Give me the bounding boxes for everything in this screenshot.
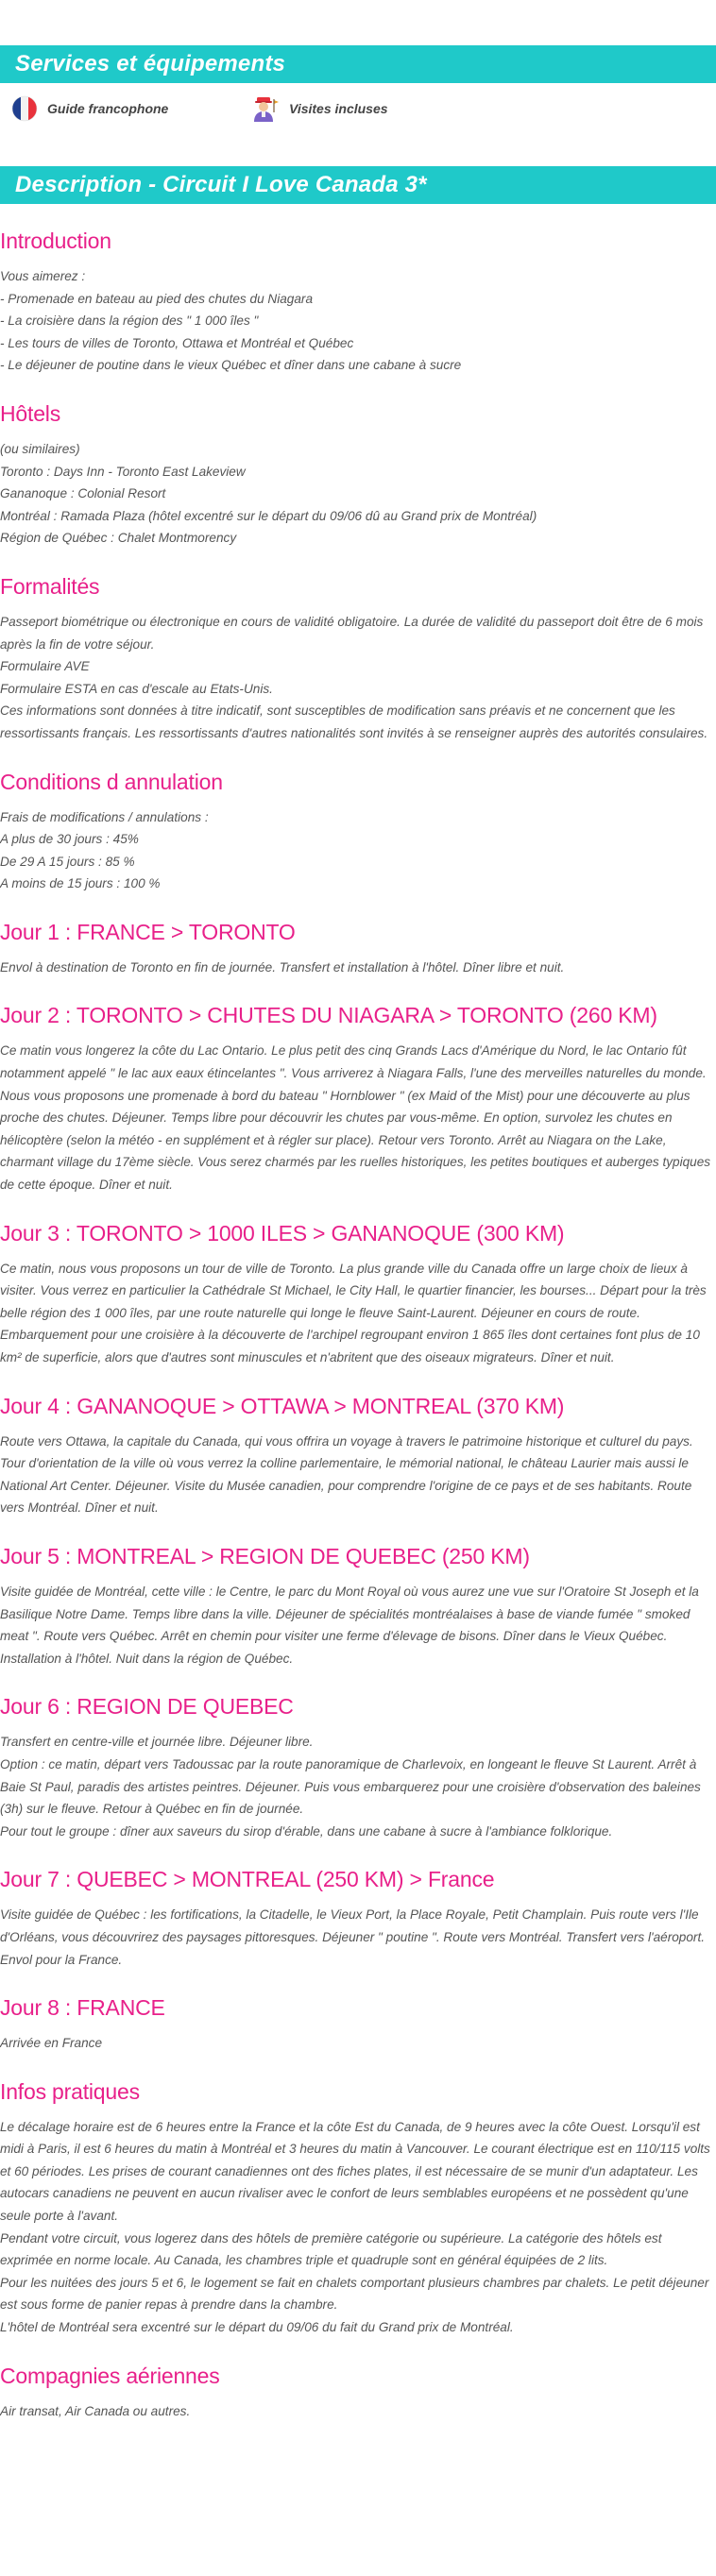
- text-line: Région de Québec : Chalet Montmorency: [0, 531, 237, 546]
- text-line: Ce matin, nous vous proposons un tour de ville de Toronto. La plus grande ville du Canada offre un large choix de lieux à visiter. Vous verrez en particulier la Cathédrale St Michael, le City Hall, le quartier financier, les bourses... Départ pour la très belle région des 1 000 îles, par une route naturelle qui longe le fleuve Saint-Laurent. Déjeuner en cours de route. Embarquement pour une croisière à la découverte de l'archipel regroupant environ 1 865 îles dont certaines font plus de 10 km² de superficie, alors que d'autres sont minuscules et n'abritent que des oiseaux migrateurs. Dîner et nuit.: [0, 1261, 707, 1364]
- section-body: [0, 806, 716, 895]
- text-line: - Le déjeuner de poutine dans le vieux Québec et dîner dans une cabane à sucre: [0, 358, 462, 373]
- text-line: Montréal : Ramada Plaza (hôtel excentré sur le départ du 09/06 dû au Grand prix de Montréal): [0, 508, 537, 523]
- text-line: A plus de 30 jours : 45%: [0, 832, 139, 847]
- text-line: Formulaire ESTA en cas d'escale au Etats-Unis.: [0, 681, 273, 696]
- tour-guide-icon: [251, 94, 280, 123]
- section-infos: [0, 2079, 716, 2339]
- text-line: Le décalage horaire est de 6 heures entre la France et la côte Est du Canada, de 9 heures avec la côte Ouest. Lorsqu'il est midi à Paris, il est 6 heures du matin à Montréal et 3 heures du matin à Vancouver. Le courant électrique est en 110/115 volts et 60 périodes. Les prises de courant canadiennes ont des fiches plates, il est nécessaire de se munir d'un adaptateur. Les autocars canadiens ne peuvent en aucun rivaliser avec le confort de leurs semblables européens et ne possèdent qu'une seule porte à l'avant.: [0, 2119, 710, 2224]
- text-line: Visite guidée de Montréal, cette ville : le Centre, le parc du Mont Royal où vous aurez une vue sur l'Oratoire St Joseph et la Basilique Notre Dame. Temps libre dans la ville. Déjeuner de spécialités montréalaises à base de viande fumée " smoked meat ". Route vers Québec. Arrêt en chemin pour visiter une ferme d'élevage de bisons. Dîner dans le Vieux Québec. Installation à l'hôtel. Nuit dans la région de Québec.: [0, 1584, 699, 1666]
- text-line: Gananoque : Colonial Resort: [0, 486, 166, 501]
- section-jour2: [0, 1003, 716, 1195]
- section-title: Infos pratiques: [0, 2078, 140, 2104]
- section-jour1: [0, 920, 716, 979]
- section-body: [0, 957, 716, 979]
- text-line: A moins de 15 jours : 100 %: [0, 876, 161, 891]
- section-body: [0, 2116, 716, 2339]
- text-line: Toronto : Days Inn - Toronto East Lakeview: [0, 464, 246, 479]
- section-title: Jour 2 : TORONTO > CHUTES DU NIAGARA > TORONTO (260 KM): [0, 1003, 657, 1028]
- section-title: Jour 7 : QUEBEC > MONTREAL (250 KM) > France: [0, 1867, 495, 1892]
- section-jour5: [0, 1544, 716, 1669]
- section-jour8: [0, 1995, 716, 2055]
- section-body: [0, 1040, 716, 1195]
- section-title: Jour 1 : FRANCE > TORONTO: [0, 919, 296, 944]
- section-title: Conditions d annulation: [0, 769, 223, 794]
- section-body: [0, 1581, 716, 1669]
- text-line: Ces informations sont données à titre indicatif, sont susceptibles de modification sans préavis et ne concernent que les ressortissants français. Les ressortissants d'autres nationalités sont invités à se renseigner auprès des autorités consulaires.: [0, 703, 708, 740]
- text-line: - La croisière dans la région des " 1 000 îles ": [0, 314, 259, 329]
- text-line: Pour tout le groupe : dîner aux saveurs du sirop d'érable, dans une cabane à sucre à l'ambiance folklorique.: [0, 1823, 613, 1839]
- text-line: Envol à destination de Toronto en fin de journée. Transfert et installation à l'hôtel. Dîner libre et nuit.: [0, 959, 565, 974]
- section-hotels: [0, 401, 716, 550]
- section-title: Compagnies aériennes: [0, 2363, 220, 2388]
- text-line: De 29 A 15 jours : 85 %: [0, 854, 135, 869]
- section-title: Jour 3 : TORONTO > 1000 ILES > GANANOQUE (300 KM): [0, 1220, 565, 1246]
- section-body: [0, 2032, 716, 2055]
- section-annulation: [0, 770, 716, 895]
- french-flag-icon: [11, 95, 38, 122]
- text-line: Formulaire AVE: [0, 659, 90, 674]
- text-line: - Les tours de villes de Toronto, Ottawa et Montréal et Québec: [0, 335, 354, 350]
- section-body: [0, 438, 716, 550]
- section-body: [0, 265, 716, 377]
- text-line: (ou similaires): [0, 441, 80, 456]
- section-body: [0, 1904, 716, 1971]
- section-jour6: [0, 1694, 716, 1842]
- section-title: Formalités: [0, 573, 100, 599]
- section-title: Jour 8 : FRANCE: [0, 1995, 165, 2021]
- text-line: L'hôtel de Montréal sera excentré sur le départ du 09/06 du fait du Grand prix de Montréal.: [0, 2320, 514, 2335]
- section-body: [0, 1431, 716, 1519]
- description-content: [0, 229, 716, 2422]
- text-line: Visite guidée de Québec : les fortifications, la Citadelle, le Vieux Port, la Place Royale, Petit Champlain. Puis route vers l'Ile d'Orléans, vous découvrirez des paysages pittoresques. Déjeuner " poutine ". Route vers Montréal. Transfert vers l'aéroport. Envol pour la France.: [0, 1907, 705, 1967]
- section-body: [0, 1731, 716, 1842]
- section-body: [0, 1258, 716, 1369]
- text-line: - Promenade en bateau au pied des chutes du Niagara: [0, 291, 314, 306]
- section-compagnies: [0, 2364, 716, 2423]
- service-label: Guide francophone: [47, 101, 169, 116]
- services-list: [0, 83, 716, 134]
- services-banner: Services et équipements: [0, 45, 716, 83]
- text-line: Air transat, Air Canada ou autres.: [0, 2403, 191, 2418]
- section-body: [0, 611, 716, 745]
- text-line: Vous aimerez :: [0, 269, 86, 283]
- section-title: Hôtels: [0, 400, 60, 426]
- text-line: Option : ce matin, départ vers Tadoussac par la route panoramique de Charlevoix, en longeant le fleuve St Laurent. Arrêt à Baie St Paul, paradis des artistes peintres. Déjeuner. Puis vous embarquerez pour une croisière d'observation des baleines (3h) sur le fleuve. Retour à Québec en fin de journée.: [0, 1756, 701, 1817]
- section-formalites: [0, 574, 716, 745]
- text-line: Passeport biométrique ou électronique en cours de validité obligatoire. La durée de validité du passeport doit être de 6 mois après la fin de votre séjour.: [0, 614, 704, 652]
- section-jour7: [0, 1867, 716, 1971]
- service-item-visits: [251, 94, 491, 123]
- text-line: Pour les nuitées des jours 5 et 6, le logement se fait en chalets comportant plusieurs chambres par chalets. Le petit déjeuner est sous forme de panier repas à prendre dans la chambre.: [0, 2275, 709, 2313]
- section-jour3: [0, 1221, 716, 1369]
- section-title: Jour 4 : GANANOQUE > OTTAWA > MONTREAL (370 KM): [0, 1393, 565, 1418]
- text-line: Arrivée en France: [0, 2036, 103, 2051]
- text-line: Frais de modifications / annulations :: [0, 809, 209, 824]
- description-banner: Description - Circuit I Love Canada 3*: [0, 166, 716, 204]
- text-line: Route vers Ottawa, la capitale du Canada, qui vous offrira un voyage à travers le patrimoine historique et culturel du pays. Tour d'orientation de la ville où vous verrez la colline parlementaire, le mémorial national, le château Laurier mais aussi le National Art Center. Déjeuner. Visite du Musée canadien, pour comprendre l'origine de ce pays et de ses habitants. Route vers Montréal. Dîner et nuit.: [0, 1433, 693, 1516]
- service-item-guide: [11, 95, 251, 122]
- section-body: [0, 2400, 716, 2423]
- text-line: Ce matin vous longerez la côte du Lac Ontario. Le plus petit des cinq Grands Lacs d'Amérique du Nord, le lac Ontario fût notamment appelé " le lac aux eaux étincelantes ". Vous arriverez à Niagara Falls, l'une des merveilles naturelles du monde. Nous vous proposons une promenade à bord du bateau " Hornblower " (ex Maid of the Mist) pour une découverte au plus proche des chutes. Déjeuner. Temps libre pour découvrir les chutes par vous-même. En option, survolez les chutes en hélicoptère (selon la météo - en supplément et à régler sur place). Retour vers Toronto. Arrêt au Niagara on the Lake, charmant village du 17ème siècle. Vous serez charmés par les ruelles historiques, les petites boutiques et auberges typiques de cette époque. Dîner et nuit.: [0, 1043, 711, 1193]
- section-introduction: [0, 229, 716, 377]
- text-line: Transfert en centre-ville et journée libre. Déjeuner libre.: [0, 1735, 314, 1750]
- section-title: Introduction: [0, 229, 111, 253]
- service-label: Visites incluses: [289, 101, 388, 116]
- section-jour4: [0, 1394, 716, 1519]
- section-title: Jour 5 : MONTREAL > REGION DE QUEBEC (250 KM): [0, 1543, 530, 1568]
- text-line: Pendant votre circuit, vous logerez dans des hôtels de première catégorie ou supérieure. La catégorie des hôtels est exprimée en norme locale. Au Canada, les chambres triple et quadruple sont en général équipées de 2 lits.: [0, 2230, 662, 2268]
- section-title: Jour 6 : REGION DE QUEBEC: [0, 1694, 294, 1720]
